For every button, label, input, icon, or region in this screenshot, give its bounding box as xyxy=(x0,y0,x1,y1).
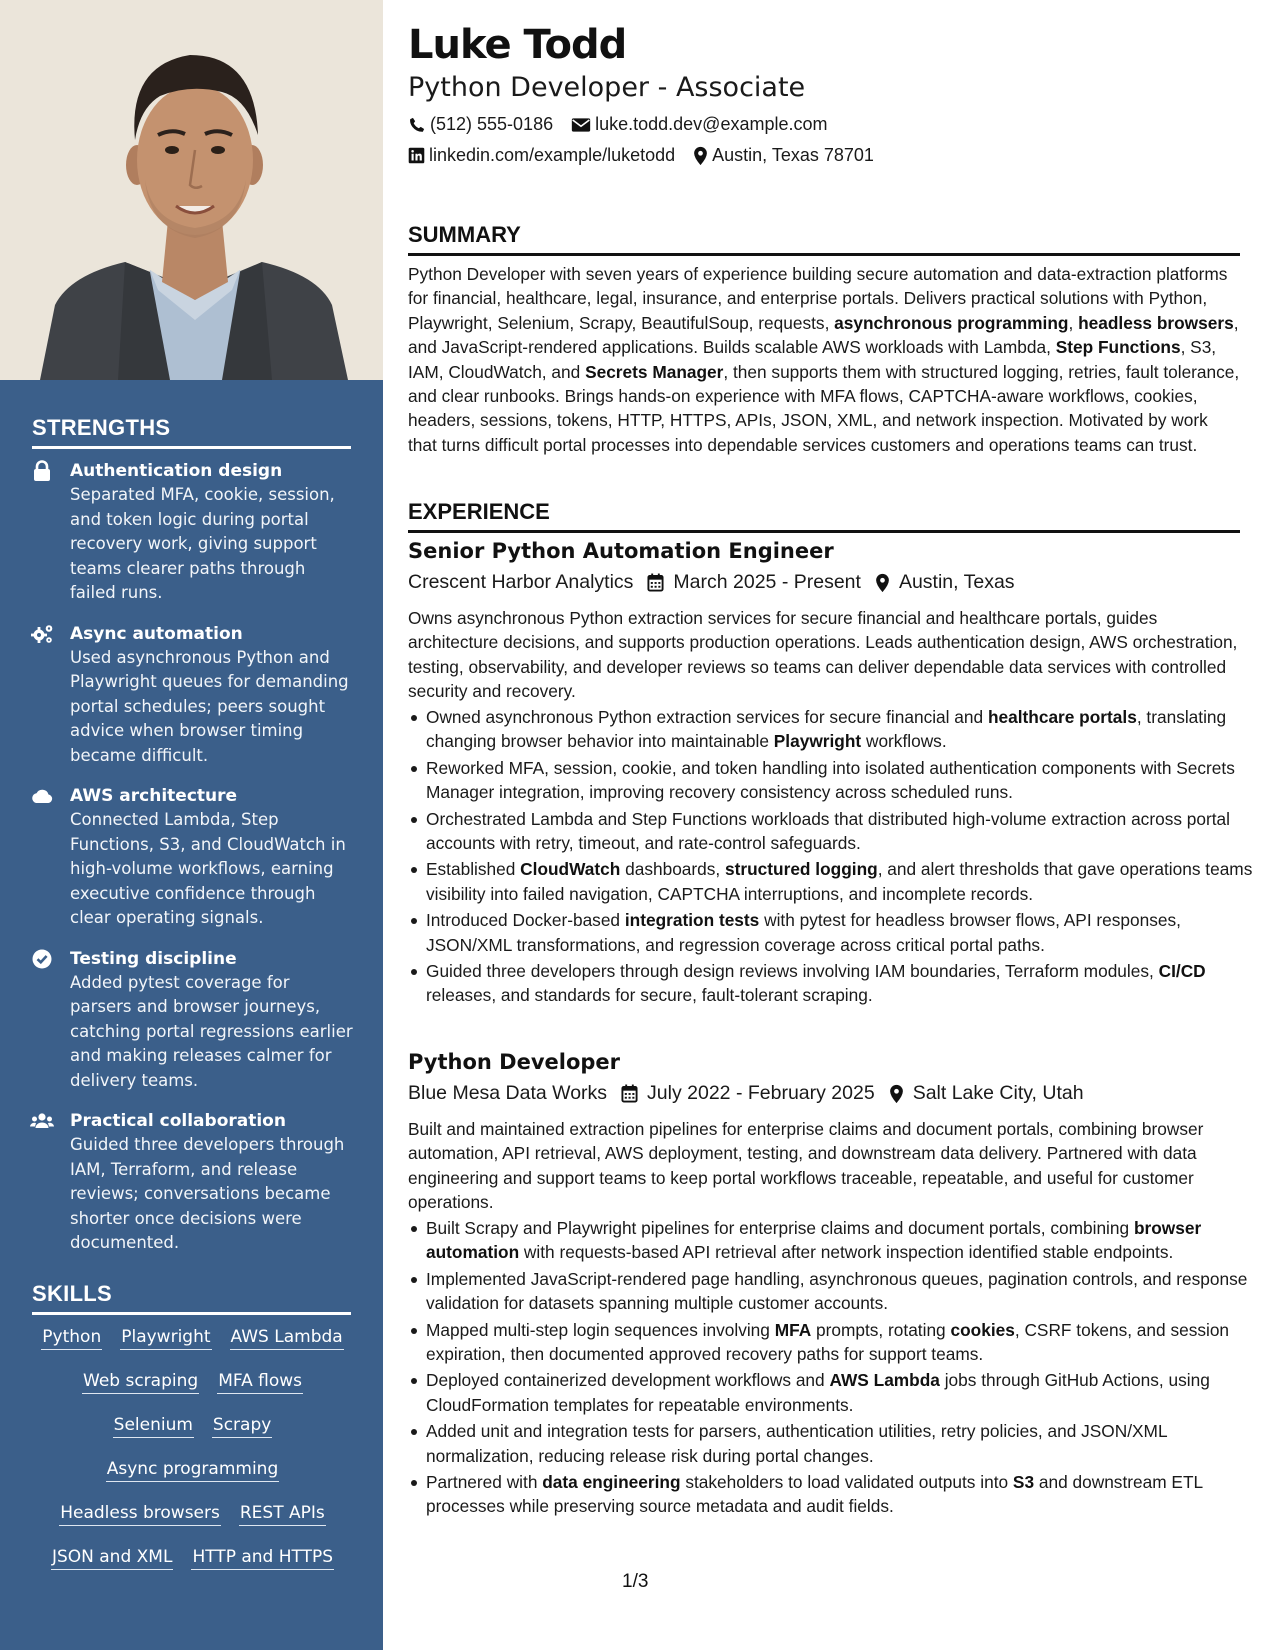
job-company: Crescent Harbor Analytics xyxy=(408,571,634,593)
job-dates xyxy=(621,1082,875,1105)
strength-text: Connected Lambda, Step Functions, S3, and CloudWatch in high-volume workflows, earning executive confidence through clear operating signals. xyxy=(70,810,346,927)
linkedin-icon xyxy=(408,147,425,164)
contact-line xyxy=(408,145,892,166)
bullet-item: Deployed containerized development workflows and AWS Lambda jobs through GitHub Actions, using CloudFormation templates for repeatable environments. xyxy=(426,1368,1258,1417)
phone-text: (512) 555-0186 xyxy=(430,114,554,134)
job-location-text: Salt Lake City, Utah xyxy=(912,1082,1084,1104)
strength-title: Practical collaboration xyxy=(70,1111,286,1131)
sidebar xyxy=(0,0,383,1650)
job-dates-text: March 2025 - Present xyxy=(673,571,861,593)
gears-icon xyxy=(30,623,54,645)
candidate-role: Python Developer - Associate xyxy=(408,72,806,103)
profile-photo-illustration xyxy=(0,0,383,380)
skill-tag: Headless browsers xyxy=(59,1501,221,1526)
skill-tag: Scrapy xyxy=(212,1413,272,1438)
skill-tag: Python xyxy=(41,1325,102,1350)
strength-item xyxy=(30,947,355,1094)
job-location-text: Austin, Texas xyxy=(898,571,1015,593)
skill-tag: HTTP and HTTPS xyxy=(191,1545,334,1570)
linkedin-text: linkedin.com/example/luketodd xyxy=(429,145,676,165)
bullet-item: Partnered with data engineering stakeholders to load validated outputs into S3 and downstream ETL processes while preserving source metadata and audit fields. xyxy=(426,1470,1258,1519)
candidate-name: Luke Todd xyxy=(408,22,627,68)
cloud-icon xyxy=(30,785,54,807)
strength-text: Added pytest coverage for parsers and browser journeys, catching portal regressions earlier and making releases calmer for delivery teams. xyxy=(70,972,353,1090)
job-company: Blue Mesa Data Works xyxy=(408,1082,608,1104)
map-pin-icon xyxy=(693,146,708,166)
strength-text: Separated MFA, cookie, session, and token logic during portal recovery work, giving support teams clearer paths through failed runs. xyxy=(70,485,335,602)
profile-photo xyxy=(0,0,383,380)
strength-title: Async automation xyxy=(70,623,243,644)
bullet-item: Guided three developers through design reviews involving IAM boundaries, Terraform modules, CI/CD releases, and standards for secure, fault-tolerant scraping. xyxy=(426,959,1258,1008)
skill-tag: Selenium xyxy=(113,1413,194,1438)
skill-row xyxy=(30,1501,355,1526)
skill-row xyxy=(30,1325,355,1350)
strengths-heading: STRENGTHS xyxy=(32,415,351,449)
calendar-icon xyxy=(647,573,664,592)
strength-item xyxy=(30,459,355,606)
job-title: Python Developer xyxy=(408,1050,621,1074)
skill-tag: MFA flows xyxy=(217,1369,303,1394)
phone-icon xyxy=(408,116,426,134)
skill-row xyxy=(30,1413,355,1438)
bullet-item: Established CloudWatch dashboards, structured logging, and alert thresholds that gave operations teams visibility into failed navigation, CAPTCHA interruptions, and incomplete records. xyxy=(426,857,1258,906)
bullet-item: Implemented JavaScript-rendered page handling, asynchronous queues, pagination controls, and response validation for datasets spanning multiple customer accounts. xyxy=(426,1267,1258,1316)
job-meta xyxy=(408,571,1029,594)
strength-text: Used asynchronous Python and Playwright queues for demanding portal schedules; peers sought advice when browser timing became difficult. xyxy=(70,647,349,765)
page-number: 1/3 xyxy=(622,1571,649,1592)
skill-row xyxy=(30,1457,355,1482)
lock-icon xyxy=(30,460,54,482)
skill-tag: JSON and XML xyxy=(51,1545,173,1570)
calendar-icon xyxy=(621,1084,638,1103)
bullet-item: Orchestrated Lambda and Step Functions workloads that distributed high-volume extraction across portal accounts with retry, timeout, and rate-control safeguards. xyxy=(426,807,1258,856)
strength-title: Testing discipline xyxy=(70,948,237,969)
skill-tag: Async programming xyxy=(106,1457,280,1482)
job-location xyxy=(889,1082,1084,1105)
phone-contact[interactable] xyxy=(408,114,553,135)
location-contact xyxy=(693,145,874,166)
job-title: Senior Python Automation Engineer xyxy=(408,539,834,563)
users-icon xyxy=(30,1110,54,1132)
strength-text: Guided three developers through IAM, Terraform, and release reviews; conversations became shorter once decisions were documented. xyxy=(70,1135,345,1252)
bullet-item: Added unit and integration tests for parsers, authentication utilities, retry policies, and JSON/XML normalization, reducing release risk during portal changes. xyxy=(426,1419,1258,1468)
bullet-item: Built Scrapy and Playwright pipelines for enterprise claims and document portals, combining browser automation with requests-based API retrieval after network inspection identified stable endpoints. xyxy=(426,1216,1258,1265)
strengths-list xyxy=(30,459,355,1272)
linkedin-contact[interactable] xyxy=(408,145,675,166)
job-bullets xyxy=(408,1216,1258,1521)
skill-tag: REST APIs xyxy=(239,1501,326,1526)
bullet-item: Owned asynchronous Python extraction services for secure financial and healthcare portals, translating changing browser behavior into maintainable Playwright workflows. xyxy=(426,705,1258,754)
strength-title: AWS architecture xyxy=(70,786,238,806)
summary-heading: SUMMARY xyxy=(408,222,1240,256)
skill-row xyxy=(30,1369,355,1394)
job-meta xyxy=(408,1082,1098,1105)
map-pin-icon xyxy=(889,1084,904,1104)
skill-tag: AWS Lambda xyxy=(230,1325,344,1350)
map-pin-icon xyxy=(875,573,890,593)
job-description: Built and maintained extraction pipelines for enterprise claims and document portals, combining browser automation, API retrieval, AWS deployment, testing, and downstream data delivery. Partnered with data engineering and support teams to keep portal workflows traceable, repeatable, and useful for customer operations. xyxy=(408,1119,1204,1213)
strength-title: Authentication design xyxy=(70,461,283,481)
experience-heading: EXPERIENCE xyxy=(408,499,1240,533)
bullet-item: Introduced Docker-based integration tests with pytest for headless browser flows, API responses, JSON/XML transformations, and regression coverage across critical portal paths. xyxy=(426,908,1258,957)
strength-item xyxy=(30,1109,355,1256)
job-dates xyxy=(647,571,861,594)
skill-row xyxy=(30,1545,355,1570)
bullet-item: Reworked MFA, session, cookie, and token handling into isolated authentication components with Secrets Manager integration, improving recovery consistency across scheduled runs. xyxy=(426,756,1258,805)
strength-item xyxy=(30,622,355,769)
skills-list xyxy=(30,1325,355,1589)
summary-text: Python Developer with seven years of experience building secure automation and data-extraction platforms for financial, healthcare, legal, insurance, and enterprise portals. Delivers practical solutions with Python, Playwright, Selenium, Scrapy, BeautifulSoup, requests, asynchronous programming, headless browsers, and JavaScript-rendered applications. Builds scalable AWS workloads with Lambda, Step Functions, S3, IAM, CloudWatch, and Secrets Manager, then supports them with structured logging, retries, fault tolerance, and clear runbooks. Brings hands-on experience with MFA flows, CAPTCHA-aware workflows, cookies, headers, sessions, tokens, HTTP, HTTPS, APIs, JSON, XML, and network inspection. Motivated by work that turns difficult portal processes into dependable services customers and operations teams can trust. xyxy=(408,264,1240,455)
job-bullets xyxy=(408,705,1258,1010)
skill-tag: Playwright xyxy=(120,1325,211,1350)
check-circle-icon xyxy=(30,948,54,970)
email-text: luke.todd.dev@example.com xyxy=(595,114,828,134)
skill-tag: Web scraping xyxy=(82,1369,199,1394)
strength-item xyxy=(30,784,355,931)
email-contact[interactable] xyxy=(571,114,827,135)
bullet-item: Mapped multi-step login sequences involving MFA prompts, rotating cookies, CSRF tokens, and session expiration, then documented approved recovery paths for support teams. xyxy=(426,1318,1258,1367)
contact-line xyxy=(408,114,846,135)
job-location xyxy=(875,571,1015,594)
skills-heading: SKILLS xyxy=(32,1281,351,1315)
job-description: Owns asynchronous Python extraction services for secure financial and healthcare portals, guides architecture decisions, and supports production operations. Leads authentication design, AWS orchestration, testing, observability, and developer reviews so teams can deliver dependable data services with controlled security and recovery. xyxy=(408,608,1238,702)
location-text: Austin, Texas 78701 xyxy=(712,145,874,165)
envelope-icon xyxy=(571,117,591,133)
job-dates-text: July 2022 - February 2025 xyxy=(647,1082,875,1104)
